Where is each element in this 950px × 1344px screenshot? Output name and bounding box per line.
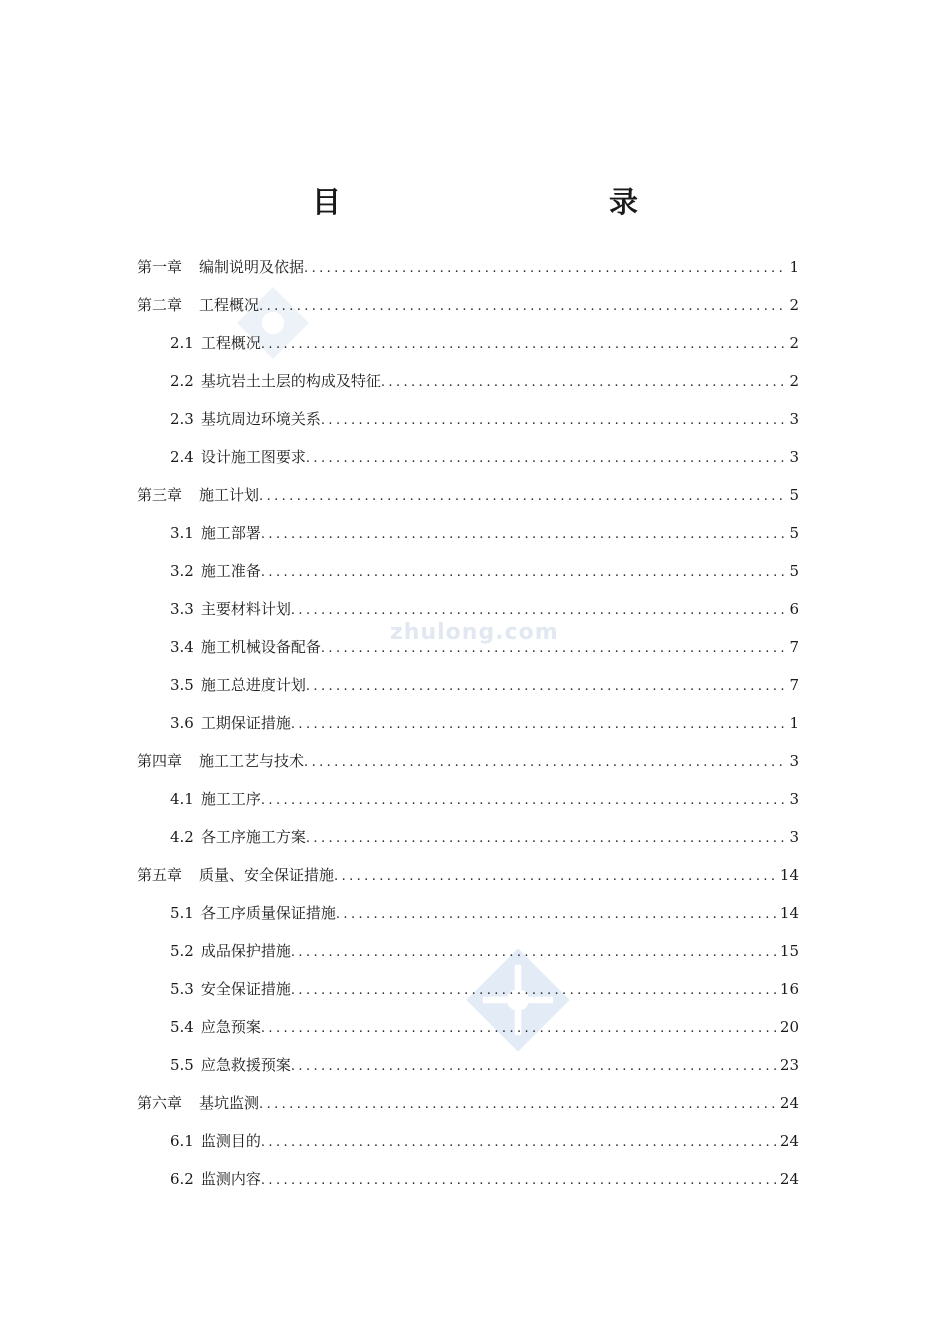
toc-dot-leader — [261, 784, 788, 818]
toc-dot-leader — [306, 822, 788, 856]
toc-dot-leader — [381, 366, 788, 400]
toc-entry-number: 2.3 — [170, 410, 194, 428]
toc-entry-title: 质量、安全保证措施 — [199, 866, 335, 884]
toc-page-number: 16 — [779, 980, 799, 998]
toc-entry-number: 5.2 — [170, 942, 194, 960]
toc-page-number: 2 — [789, 296, 799, 314]
toc-entry-title: 基坑岩土土层的构成及特征 — [200, 372, 381, 390]
toc-dot-leader — [304, 746, 787, 780]
toc-page-number: 24 — [779, 1094, 799, 1112]
toc-entry-number: 3.4 — [170, 638, 194, 656]
toc-page-number: 3 — [789, 448, 799, 466]
toc-entry-title: 监测目的 — [200, 1132, 261, 1150]
toc-dot-leader — [261, 556, 788, 590]
toc-page-number: 14 — [779, 866, 799, 884]
toc-section-entry[interactable] — [137, 1010, 799, 1048]
toc-chapter-entry[interactable] — [137, 288, 799, 326]
toc-entry-title: 工期保证措施 — [200, 714, 291, 732]
toc-entry-number: 3.6 — [170, 714, 194, 732]
toc-page-number: 6 — [789, 600, 799, 618]
toc-section-entry[interactable] — [137, 402, 799, 440]
toc-entry-title: 应急预案 — [200, 1018, 261, 1036]
toc-page-number: 5 — [789, 486, 799, 504]
toc-entry-title: 施工总进度计划 — [200, 676, 306, 694]
toc-section-entry[interactable] — [137, 782, 799, 820]
toc-dot-leader — [304, 252, 787, 286]
toc-entry-title: 施工部署 — [200, 524, 261, 542]
toc-chapter-entry[interactable] — [137, 858, 799, 896]
toc-entry-title: 施工机械设备配备 — [200, 638, 321, 656]
toc-chapter-entry[interactable] — [137, 478, 799, 516]
toc-page-number: 1 — [789, 258, 799, 276]
toc-dot-leader — [306, 670, 788, 704]
toc-section-entry[interactable] — [137, 630, 799, 668]
toc-page-number: 3 — [789, 752, 799, 770]
toc-entry-number: 3.2 — [170, 562, 194, 580]
toc-dot-leader — [291, 1050, 778, 1084]
toc-entry-number: 2.2 — [170, 372, 194, 390]
toc-entry-title: 各工序施工方案 — [200, 828, 306, 846]
toc-section-entry[interactable] — [137, 934, 799, 972]
toc-entry-number: 6.2 — [170, 1170, 194, 1188]
toc-page-number: 2 — [789, 334, 799, 352]
toc-section-entry[interactable] — [137, 592, 799, 630]
toc-entry-number: 5.1 — [170, 904, 194, 922]
toc-entry-number: 6.1 — [170, 1132, 194, 1150]
toc-entry-number: 4.2 — [170, 828, 194, 846]
toc-entry-number: 5.4 — [170, 1018, 194, 1036]
toc-page-number: 3 — [789, 828, 799, 846]
toc-page-number: 7 — [789, 638, 799, 656]
toc-entry-number: 第四章 — [137, 752, 183, 770]
toc-page-number: 5 — [789, 524, 799, 542]
toc-entry-number: 第五章 — [137, 866, 183, 884]
toc-entry-title: 施工工艺与技术 — [199, 752, 305, 770]
toc-section-entry[interactable] — [137, 516, 799, 554]
toc-section-entry[interactable] — [137, 554, 799, 592]
toc-section-entry[interactable] — [137, 706, 799, 744]
toc-entry-title: 监测内容 — [200, 1170, 261, 1188]
toc-entry-title: 安全保证措施 — [200, 980, 291, 998]
toc-dot-leader — [259, 480, 787, 514]
toc-entry-number: 第二章 — [137, 296, 183, 314]
toc-page-number: 7 — [789, 676, 799, 694]
toc-entry-number: 2.1 — [170, 334, 194, 352]
toc-section-entry[interactable] — [137, 1162, 799, 1200]
toc-entry-number: 3.5 — [170, 676, 194, 694]
toc-entry-title: 施工计划 — [199, 486, 260, 504]
toc-entry-number: 3.3 — [170, 600, 194, 618]
toc-section-entry[interactable] — [137, 1124, 799, 1162]
toc-entry-title: 各工序质量保证措施 — [200, 904, 336, 922]
toc-page-number: 2 — [789, 372, 799, 390]
toc-page-number: 1 — [789, 714, 799, 732]
toc-dot-leader — [261, 1126, 778, 1160]
toc-entry-number: 3.1 — [170, 524, 194, 542]
toc-section-entry[interactable] — [137, 972, 799, 1010]
toc-entry-number: 第六章 — [137, 1094, 183, 1112]
toc-page-number: 3 — [789, 410, 799, 428]
toc-dot-leader — [291, 708, 788, 742]
toc-dot-leader — [321, 632, 788, 666]
toc-page-number: 23 — [779, 1056, 799, 1074]
toc-page-number: 24 — [779, 1170, 799, 1188]
toc-page-number: 20 — [779, 1018, 799, 1036]
toc-section-entry[interactable] — [137, 1048, 799, 1086]
toc-dot-leader — [306, 442, 788, 476]
toc-entry-number: 2.4 — [170, 448, 194, 466]
toc-section-entry[interactable] — [137, 326, 799, 364]
toc-dot-leader — [261, 518, 788, 552]
toc-section-entry[interactable] — [137, 896, 799, 934]
toc-page-number: 14 — [779, 904, 799, 922]
page-title: 目 录 — [311, 185, 708, 219]
toc-entry-title: 施工工序 — [200, 790, 261, 808]
toc-section-entry[interactable] — [137, 364, 799, 402]
toc-dot-leader — [261, 1012, 778, 1046]
toc-entry-title: 应急救援预案 — [200, 1056, 291, 1074]
toc-entry-title: 基坑周边环境关系 — [200, 410, 321, 428]
toc-entry-number: 5.3 — [170, 980, 194, 998]
toc-dot-leader — [291, 594, 788, 628]
toc-dot-leader — [336, 898, 778, 932]
toc-section-entry[interactable] — [137, 820, 799, 858]
toc-chapter-entry[interactable] — [137, 744, 799, 782]
toc-dot-leader — [291, 936, 778, 970]
toc-entry-number: 4.1 — [170, 790, 194, 808]
toc-entry-number: 第一章 — [137, 258, 183, 276]
toc-entry-title: 基坑监测 — [199, 1094, 260, 1112]
toc-dot-leader — [261, 1164, 778, 1198]
toc-chapter-entry[interactable] — [137, 250, 799, 288]
toc-chapter-entry[interactable] — [137, 1086, 799, 1124]
toc-entry-number: 5.5 — [170, 1056, 194, 1074]
toc-dot-leader — [334, 860, 778, 894]
toc-dot-leader — [261, 328, 788, 362]
toc-entry-title: 工程概况 — [199, 296, 260, 314]
toc-page-number: 24 — [779, 1132, 799, 1150]
toc-dot-leader — [321, 404, 788, 438]
toc-page-number: 15 — [779, 942, 799, 960]
toc-page-number: 5 — [789, 562, 799, 580]
toc-entry-title: 编制说明及依据 — [199, 258, 305, 276]
toc-entry-title: 工程概况 — [200, 334, 261, 352]
toc-entry-title: 成品保护措施 — [200, 942, 291, 960]
table-of-contents — [137, 250, 799, 1200]
toc-dot-leader — [259, 1088, 778, 1122]
toc-section-entry[interactable] — [137, 440, 799, 478]
watermark-text: zhulong.com — [390, 620, 559, 645]
toc-entry-title: 设计施工图要求 — [200, 448, 306, 466]
toc-page-number: 3 — [789, 790, 799, 808]
toc-section-entry[interactable] — [137, 668, 799, 706]
toc-entry-title: 主要材料计划 — [200, 600, 291, 618]
toc-dot-leader — [259, 290, 787, 324]
toc-entry-title: 施工准备 — [200, 562, 261, 580]
toc-dot-leader — [291, 974, 778, 1008]
toc-entry-number: 第三章 — [137, 486, 183, 504]
